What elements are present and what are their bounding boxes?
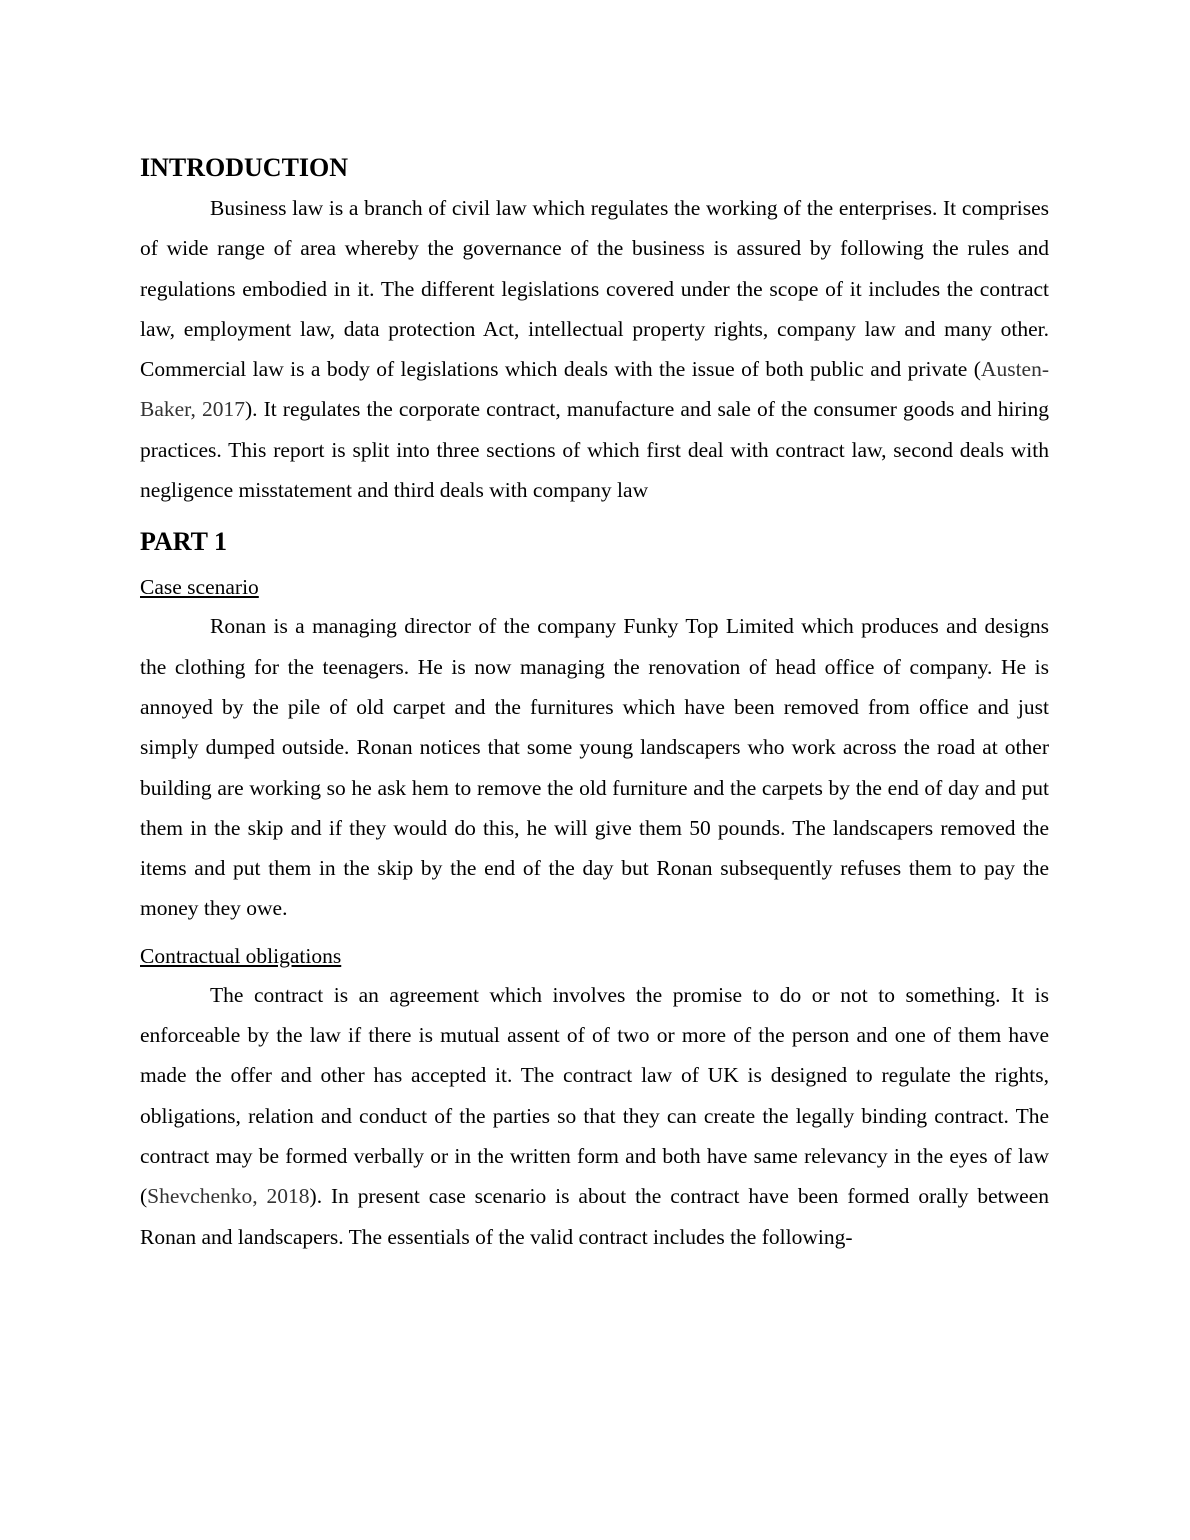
case-scenario-paragraph: Ronan is a managing director of the company Funky Top Limited which produces and designs the clothing for the teenagers. He is now managing the renovation of head office of company. He is annoyed by the pile of old carpet and the furnitures which have been removed from office and just simply dumped outside. Ronan notices that some young landscapers who work across the road at other building are working so he ask hem to remove the old furniture and the carpets by the end of day and put them in the skip and if they would do this, he will give them 50 pounds. The landscapers removed the items and put them in the skip by the end of the day but Ronan subsequently refuses them to pay the money they owe. <box>140 614 1049 921</box>
citation-austen-baker: Austen-Baker, 2017 <box>140 357 1049 422</box>
contractual-obligations-paragraph <box>140 975 1049 1257</box>
case-scenario-heading-wrap <box>140 572 1049 602</box>
document-page <box>140 148 1049 1257</box>
introduction-text-a: Business law is a branch of civil law which regulates the working of the enterprises. It comprises of wide range of area whereby the governance of the business is assured by following the rules and regulations embodied in it. The different legislations covered under the scope of it includes the contract law, employment law, data protection Act, intellectual property rights, company law and many other. Commercial law is a body of legislations which deals with the issue of both public and private ( <box>140 196 1049 382</box>
contractual-obligations-heading: Contractual obligations <box>140 943 342 968</box>
contract-text-a: The contract is an agreement which involves the promise to do or not to something. It is enforceable by the law if there is mutual assent of of two or more of the person and one of them have made the offer and other has accepted it. The contract law of UK is designed to regulate the rights, obligations, relation and conduct of the parties so that they can create the legally binding contract. The contract may be formed verbally or in the written form and both have same relevancy in the eyes of law ( <box>140 982 1049 1209</box>
contractual-obligations-heading-wrap <box>140 941 1049 971</box>
contract-text-b: ). In present case scenario is about the contract have been formed orally between Ronan and landscapers. The essentials of the valid contract includes the following- <box>140 1184 1049 1249</box>
citation-shevchenko: Shevchenko, 2018 <box>147 1184 310 1209</box>
introduction-paragraph <box>140 188 1049 510</box>
part1-heading: PART 1 <box>140 527 227 557</box>
case-scenario-heading: Case scenario <box>140 575 259 600</box>
introduction-text-b: ). It regulates the corporate contract, manufacture and sale of the consumer goods and hiring practices. This report is split into three sections of which first deal with contract law, second deals with negligence misstatement and third deals with company law <box>140 397 1049 503</box>
introduction-heading: INTRODUCTION <box>140 153 349 182</box>
